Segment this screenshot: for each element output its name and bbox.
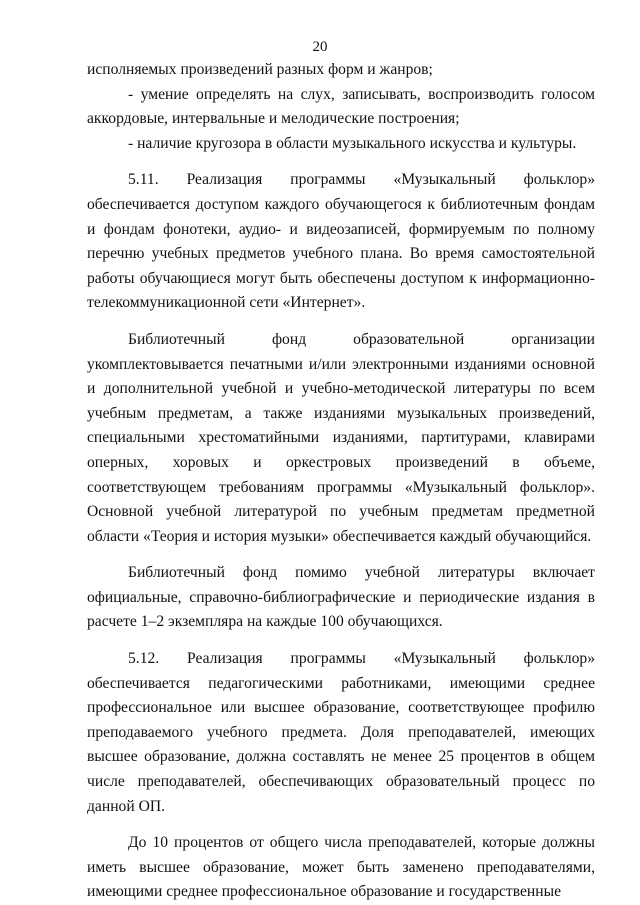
paragraph-continuation: исполняемых произведений разных форм и жанров; bbox=[87, 61, 433, 78]
page-number: 20 bbox=[312, 39, 328, 55]
paragraph-section-5-12: 5.12. Реализация программы «Музыкальный фольклор» обеспечивается педагогическими работниками, имеющими среднее профессиональное или высшее образование, соответствующее профилю преподаваемого учебного предмета. Доля преподавателей, имеющих высшее образование, должна составлять не менее 25 процентов в общем числе преподавателей, обеспечивающих образовательный процесс по данной ОП. bbox=[87, 650, 595, 815]
paragraph-section-5-11: 5.11. Реализация программы «Музыкальный фольклор» обеспечивается доступом каждого обучающегося к библиотечным фондам и фондам фонотеки, аудио- и видеозаписей, формируемым по полному перечню учебных предметов учебного плана. Во время самостоятельной работы обучающиеся могут быть обеспечены доступом к информационно-телекоммуникационной сети «Интернет». bbox=[87, 171, 595, 312]
paragraph-list-item-skill: - умение определять на слух, записывать, воспроизводить голосом аккордовые, интервальные и мелодические построения; bbox=[87, 85, 595, 128]
paragraph-library-fund-periodicals: Библиотечный фонд помимо учебной литературы включает официальные, справочно-библиографические и периодические издания в расчете 1–2 экземпляра на каждые 100 обучающихся. bbox=[87, 564, 595, 631]
paragraph-library-fund: Библиотечный фонд образовательной организации укомплектовывается печатными и/или электронными изданиями основной и дополнительной учебной и учебно-методической литературы по всем учебным предметам, а также изданиями музыкальных произведений, специальными хрестоматийными изданиями, партитурами, клавирами оперных, хоровых и оркестровых произведений в объеме, соответствующем требованиям программы «Музыкальный фольклор». Основной учебной литературой по учебным предметам предметной области «Теория и история музыки» обеспечивается каждый обучающийся. bbox=[87, 330, 595, 545]
paragraph-teachers-share: До 10 процентов от общего числа преподавателей, которые должны иметь высшее образование, может быть заменено преподавателями, имеющими среднее профессиональное образование и государственные bbox=[87, 834, 595, 901]
document-body bbox=[87, 58, 595, 905]
paragraph-list-item-outlook: - наличие кругозора в области музыкального искусства и культуры. bbox=[128, 134, 577, 152]
